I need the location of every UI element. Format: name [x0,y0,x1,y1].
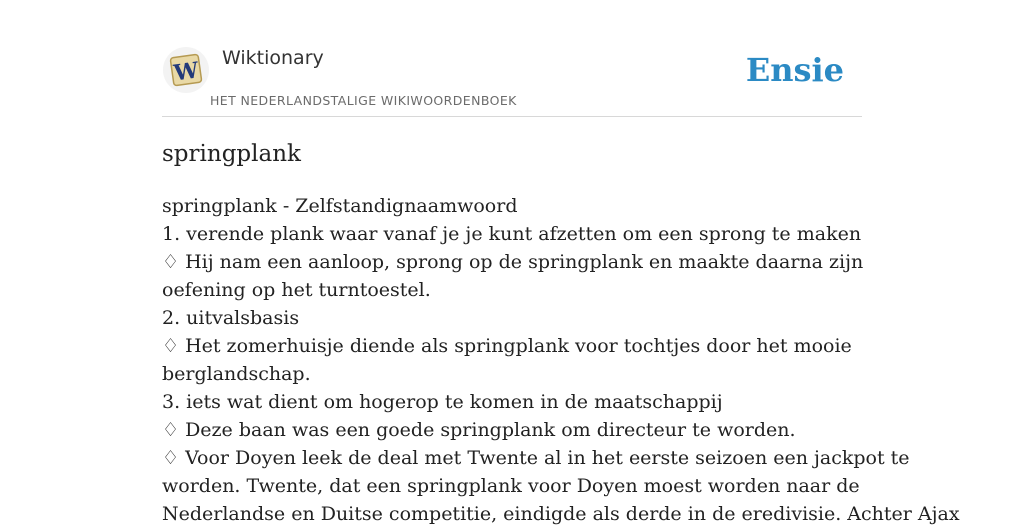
entry-line: ♢ Het zomerhuisje diende als springplank voor tochtjes door het mooie [162,335,852,357]
entry-line: oefening op het turntoestel. [162,279,431,301]
entry-content [162,192,960,528]
entry-line: 3. iets wat dient om hogerop te komen in de maatschappij [162,391,723,413]
wiktionary-logo-icon[interactable] [162,46,210,94]
entry-line: berglandschap. [162,363,311,385]
entry-line: 1. verende plank waar vanaf je je kunt afzetten om een sprong te maken [162,223,862,245]
site-subtitle: HET NEDERLANDSTALIGE WIKIWOORDENBOEK [210,93,517,108]
entry-line: worden. Twente, dat een springplank voor Doyen moest worden naar de [162,475,860,497]
entry-line: 2. uitvalsbasis [162,307,300,329]
entry-line: ♢ Deze baan was een goede springplank om directeur te worden. [162,419,796,441]
entry-line: ♢ Hij nam een aanloop, sprong op de springplank en maakte daarna zijn [162,251,864,273]
site-title[interactable]: Wiktionary [222,47,324,69]
logo-letter: W [172,57,201,87]
page-title: springplank [162,141,301,167]
entry-line: ♢ Voor Doyen leek de deal met Twente al in het eerste seizoen een jackpot te [162,447,910,469]
site-header [162,40,862,117]
entry-line: Nederlandse en Duitse competitie, eindigde als derde in de eredivisie. Achter Ajax [162,503,960,525]
entry-line: springplank - Zelfstandignaamwoord [162,195,518,217]
brand-logo[interactable]: Ensie [745,51,844,89]
